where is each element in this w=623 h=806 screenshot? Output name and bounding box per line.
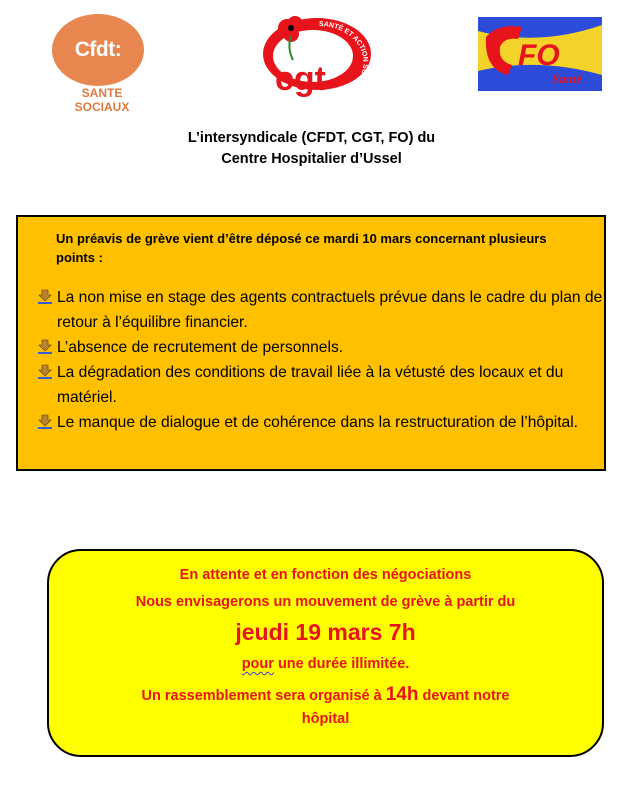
fo-logo-text: FO [518,39,560,72]
arrow-bullet-icon [37,289,53,305]
strike-date: jeudi 19 mars 7h [235,619,416,645]
announcement-line-4-word: pour [241,656,274,672]
announcement-line-4-rest: une durée illimitée. [273,656,410,672]
cgt-logo-arc-text: SANTÉ ET ACTION SO [318,20,369,76]
list-item [37,335,607,360]
announcement-line-2: Nous envisagerons un mouvement de grève à partir du [135,594,516,610]
list-item-text: Le manque de dialogue et de cohérence dans la restructuration de l’hôpital. [57,414,579,431]
grievance-list [37,285,607,435]
cgt-logo-text: cgt [275,60,326,98]
arrow-bullet-icon [37,364,53,380]
announcement-line-6: hôpital [301,711,350,727]
fo-logo [478,17,602,91]
arrow-bullet-icon [37,339,53,355]
announcement-line-5-before: Un rassemblement sera organisé à [141,688,386,704]
list-item-text: La dégradation des conditions de travail liée à la vétusté des locaux et du matériel. [57,364,564,406]
announcement-line-4 [49,656,602,672]
page-title-line-2: Centre Hospitalier d’Ussel [221,151,402,167]
list-item-text: L’absence de recrutement de personnels. [57,339,344,356]
strike-notice-box [16,215,606,471]
list-item-text: La non mise en stage des agents contractuels prévue dans le cadre du plan de retour à l’équilibre financier. [57,289,603,331]
strike-announcement-box [47,549,604,757]
notice-intro: Un préavis de grève vient d’être déposé ce mardi 10 mars concernant plusieurs points : [56,231,547,265]
arrow-bullet-icon [37,414,53,430]
announcement-line-1: En attente et en fonction des négociations [179,567,472,583]
list-item [37,410,607,435]
announcement-line-5 [49,684,602,706]
list-item [37,285,607,335]
cfdt-logo-subtitle: SANTE SOCIAUX [74,86,130,114]
announcement-line-5-after: devant notre [418,688,510,704]
cfdt-logo-text: Cfdt: [74,38,122,61]
cfdt-logo [52,14,150,114]
cgt-logo [257,14,375,98]
page-title-line-1: L’intersyndicale (CFDT, CGT, FO) du [187,130,436,146]
cfdt-logo-circle [52,14,144,86]
rally-time: 14h [385,684,419,705]
list-item [37,360,607,410]
fo-logo-subtitle: Santé [552,71,583,86]
